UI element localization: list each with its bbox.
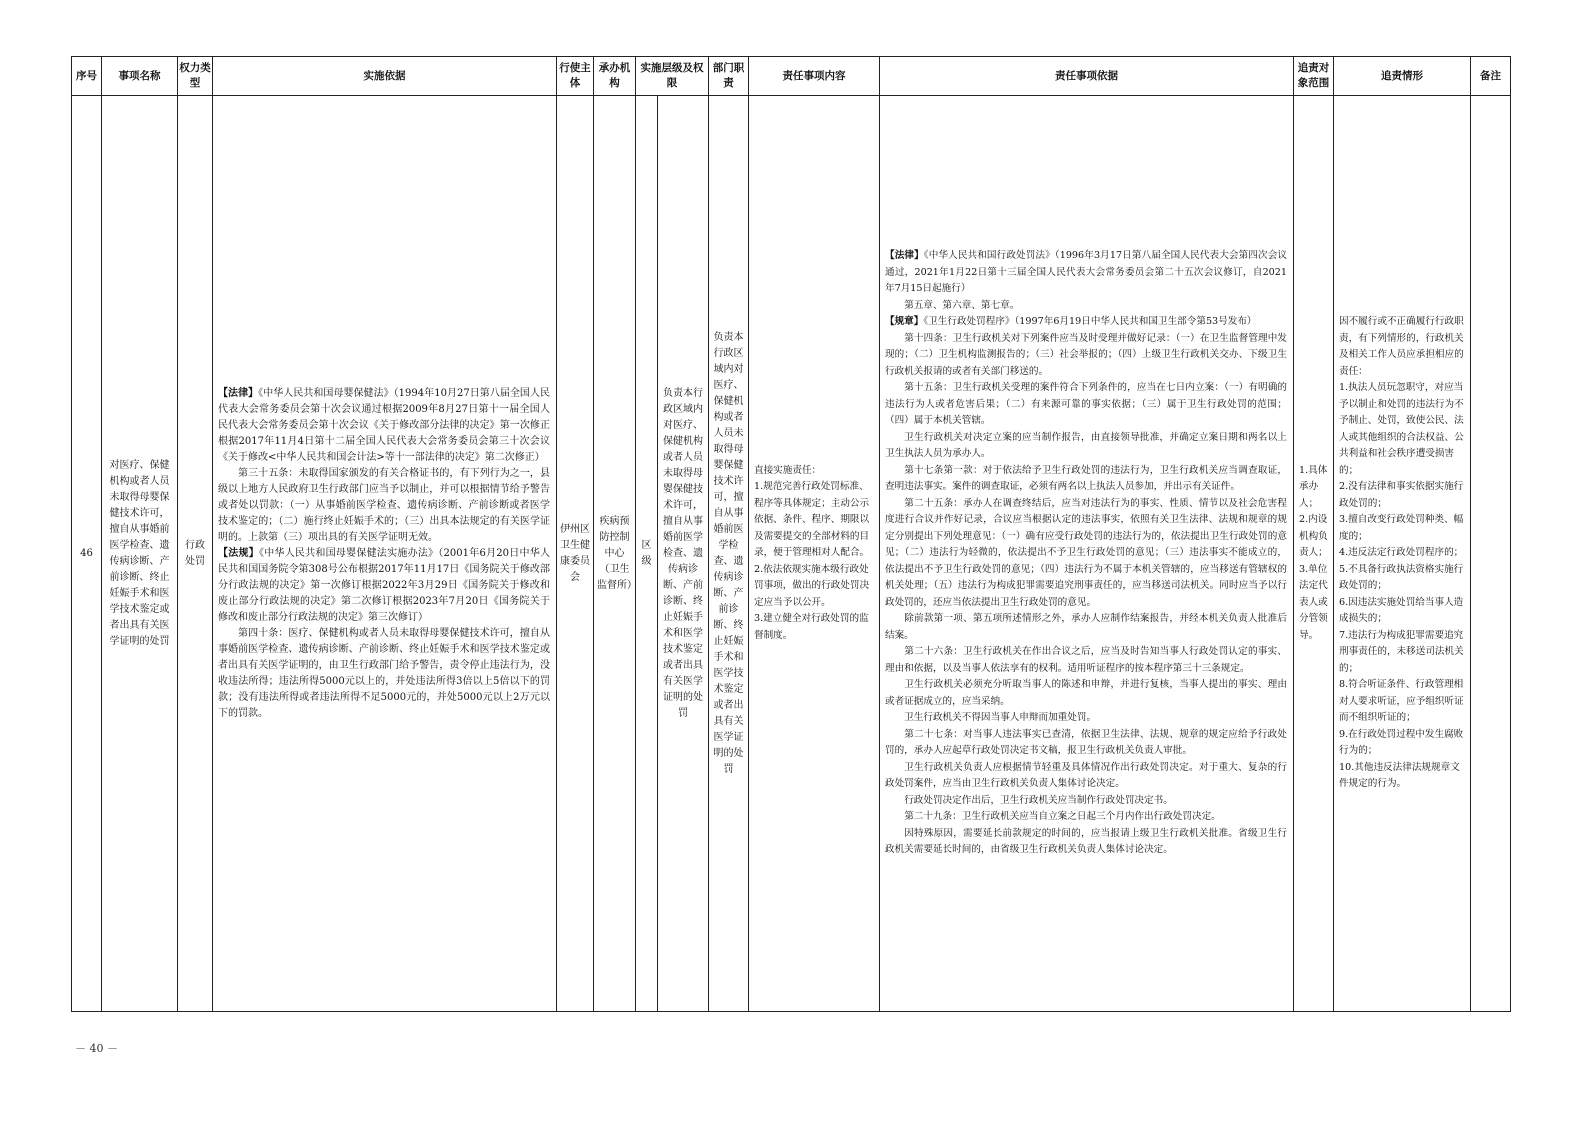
- resp-basis-paragraph: 【法律】《中华人民共和国行政处罚法》（1996年3月17日第八届全国人民代表大会第四次会议通过，2021年1月22日第十三届全国人民代表大会常务委员会第二十五次会议修订，自2021年7月15日起施行）: [885, 250, 1287, 295]
- resp-basis-paragraph: 第十五条：卫生行政机关受理的案件符合下列条件的，应当在七日内立案：（一）有明确的违法行为人或者危害后果；（二）有来源可靠的事实依据；（三）属于卫生行政处罚的范围；（四）属于本机关管辖。: [885, 382, 1287, 427]
- resp-basis-paragraph: 除前款第一项、第五项所述情形之外，承办人应制作结案报告，并经本机关负责人批准后结案。: [885, 613, 1287, 641]
- cell-no: 46: [72, 96, 102, 1012]
- resp-basis-paragraph: 卫生行政机关必须充分听取当事人的陈述和申辩，并进行复核，当事人提出的事实、理由或者证据成立的，应当采纳。: [885, 679, 1287, 707]
- resp-basis-paragraph: 卫生行政机关对决定立案的应当制作报告，由直接领导批准，并确定立案日期和两名以上卫生执法人员为承办人。: [885, 431, 1287, 460]
- situation-line: 7.违法行为构成犯罪需要追究刑事责任的，未移送司法机关的；: [1339, 629, 1464, 674]
- resp-basis-paragraph: 第五章、第六章、第七章。: [904, 299, 1020, 311]
- cell-remark: [1471, 96, 1511, 1012]
- liability-table: [71, 56, 1511, 1012]
- cell-duty: 负责本行政区域内对医疗、保健机构或者人员未取得母婴保健技术许可，擅自从事婚前医学检查、遗传病诊断、产前诊断、终止妊娠手术和医学技术鉴定或者出具有关医学证明的处罚: [709, 96, 749, 1012]
- basis-paragraph: 第三十五条：未取得国家颁发的有关合格证书的，有下列行为之一，县级以上地方人民政府卫生行政部门应当予以制止，并可以根据情节给予警告或者处以罚款：（一）从事婚前医学检查、遗传病诊断、产前诊断或者医学技术鉴定的；（二）施行终止妊娠手术的；（三）出具本法规定的有关医学证明的。上款第（三）项出具的有关医学证明无效。: [218, 467, 550, 543]
- header-power-type: 权力类型: [178, 57, 213, 96]
- cell-level-scope: 负责本行政区域内对医疗、保健机构或者人员未取得母婴保健技术许可，擅自从事婚前医学检查、遗传病诊断、产前诊断、终止妊娠手术和医学技术鉴定或者出具有关医学证明的处罚: [658, 96, 709, 1012]
- header-scope: 追责对象范围: [1294, 57, 1334, 96]
- cell-subject: 伊州区卫生健康委员会: [557, 96, 594, 1012]
- header-row: [72, 57, 1511, 96]
- situation-line: 2.没有法律和事实依据实施行政处罚的；: [1339, 481, 1464, 509]
- resp-basis-paragraph: 第十七条第一款：对于依法给予卫生行政处罚的违法行为，卫生行政机关应当调查取证，查明违法事实。案件的调查取证，必须有两名以上执法人员参加，并出示有关证件。: [885, 464, 1287, 493]
- resp-content-line: 2.依法依规实施本级行政处罚事项，做出的行政处罚决定应当予以公开。: [754, 563, 870, 608]
- basis-paragraph: 第四十条：医疗、保健机构或者人员未取得母婴保健技术许可，擅自从事婚前医学检查、遗传病诊断、产前诊断、终止妊娠手术和医学技术鉴定或者出具有关医学证明的，由卫生行政部门给予警告，责令停止违法行为，没收违法所得；违法所得5000元以上的，并处违法所得3倍以上5倍以下的罚款；没有违法所得或者违法所得不足5000元的，并处5000元以上2万元以下的罚款。: [218, 627, 550, 719]
- cell-basis: [213, 96, 557, 1012]
- header-resp-content: 责任事项内容: [749, 57, 880, 96]
- situation-line: 1.执法人员玩忽职守，对应当予以制止和处罚的违法行为不予制止、处罚，致使公民、法人或其他组织的合法权益、公共利益和社会秩序遭受损害的；: [1339, 382, 1464, 476]
- table-row: [72, 96, 1511, 1012]
- basis-paragraph: 【法规】《中华人民共和国母婴保健法实施办法》（2001年6月20日中华人民共和国国务院令第308号公布根据2017年11月17日《国务院关于修改部分行政法规的决定》第一次修订根据2022年3月29日《国务院关于修改和废止部分行政法规的决定》第二次修订根据2023年7月20日《国务院关于修改和废止部分行政法规的决定》第三次修订）: [218, 547, 550, 623]
- scope-line: 1.具体承办人；: [1299, 464, 1328, 509]
- situation-line: 因不履行或不正确履行行政职责，有下列情形的，行政机关及相关工作人员应承担相应的责任：: [1339, 316, 1464, 377]
- resp-content-line: 直接实施责任：: [754, 464, 822, 476]
- header-subject: 行使主体: [557, 57, 594, 96]
- page-number: － 40 －: [75, 1042, 118, 1055]
- header-agency: 承办机构: [594, 57, 636, 96]
- resp-basis-paragraph: 第二十五条：承办人在调查终结后，应当对违法行为的事实、性质、情节以及社会危害程度进行合议并作好记录，合议应当根据认定的违法事实，依照有关卫生法律、法规和规章的规定分别提出下列处理意见：（一）确有应受行政处罚的违法行为的，依法提出卫生行政处罚的意见；（二）违法行为轻微的，依法提出不予卫生行政处罚的意见；（三）违法事实不能成立的，依法提出不予卫生行政处罚的意见；（四）违法行为不属于本机关管辖的，应当移送有管辖权的机关处理；（五）违法行为构成犯罪需要追究刑事责任的，应当移送司法机关。同时应当予以行政处罚的，还应当依法提出卫生行政处罚的意见。: [885, 497, 1287, 608]
- situation-line: 10.其他违反法律法规规章文件规定的行为。: [1339, 761, 1460, 790]
- resp-basis-paragraph: 第二十七条：对当事人违法事实已查清，依据卫生法律、法规、规章的规定应给予行政处罚的，承办人应起草行政处罚决定书文稿，报卫生行政机关负责人审批。: [885, 728, 1287, 757]
- header-situations: 追责情形: [1334, 57, 1471, 96]
- resp-basis-paragraph: 【规章】《卫生行政处罚程序》（1997年6月19日中华人民共和国卫生部令第53号发布）: [885, 316, 1257, 328]
- situation-line: 9.在行政处罚过程中发生腐败行为的；: [1339, 728, 1464, 757]
- resp-basis-paragraph: 第二十九条：卫生行政机关应当自立案之日起三个月内作出行政处罚决定。: [904, 811, 1221, 823]
- situation-line: 4.违反法定行政处罚程序的；: [1339, 547, 1464, 559]
- scope-line: 3.单位法定代表人或分管领导。: [1299, 563, 1328, 641]
- header-resp-basis: 责任事项依据: [880, 57, 1294, 96]
- situation-line: 3.擅自改变行政处罚种类、幅度的；: [1339, 514, 1464, 542]
- cell-situations: [1334, 96, 1471, 1012]
- resp-basis-paragraph: 第二十六条：卫生行政机关在作出合议之后，应当及时告知当事人行政处罚认定的事实、理由和依据，以及当事人依法享有的权利。适用听证程序的按本程序第三十三条规定。: [885, 646, 1287, 674]
- resp-basis-paragraph: 行政处罚决定作出后，卫生行政机关应当制作行政处罚决定书。: [904, 794, 1173, 806]
- resp-basis-paragraph: 因特殊原因，需要延长前款规定的时间的，应当报请上级卫生行政机关批准。省级卫生行政机关需要延长时间的，由省级卫生行政机关负责人集体讨论决定。: [885, 827, 1287, 856]
- header-no: 序号: [72, 57, 102, 96]
- cell-item-name: 对医疗、保健机构或者人员未取得母婴保健技术许可，擅自从事婚前医学检查、遗传病诊断、产前诊断、终止妊娠手术和医学技术鉴定或者出具有关医学证明的处罚: [102, 96, 178, 1012]
- cell-resp-basis: [880, 96, 1294, 1012]
- cell-level: 区级: [636, 96, 658, 1012]
- scope-line: 2.内设机构负责人；: [1299, 514, 1328, 559]
- header-level: 实施层级及权限: [636, 57, 709, 96]
- resp-basis-paragraph: 卫生行政机关负责人应根据情节轻重及具体情况作出行政处罚决定。对于重大、复杂的行政处罚案件，应当由卫生行政机关负责人集体讨论决定。: [885, 761, 1287, 790]
- header-remark: 备注: [1471, 57, 1511, 96]
- resp-content-line: 1.规范完善行政处罚标准、程序等具体规定；主动公示依据、条件、程序、期限以及需要提交的全部材料的目录，便于管理相对人配合。: [754, 481, 870, 559]
- header-basis: 实施依据: [213, 57, 557, 96]
- cell-resp-content: [749, 96, 880, 1012]
- resp-basis-paragraph: 卫生行政机关不得因当事人申辩而加重处罚。: [904, 712, 1097, 724]
- cell-power-type: 行政处罚: [178, 96, 213, 1012]
- basis-paragraph: 【法律】《中华人民共和国母婴保健法》（1994年10月27日第八届全国人民代表大会常务委员会第十次会议通过根据2009年8月27日第十一届全国人民代表大会常务委员会第十次会议《关于修改部分法律的决定》第一次修正根据2017年11月4日第十二届全国人民代表大会常务委员会第三十次会议《关于修改<中华人民共和国会计法>等十一部法律的决定》第二次修正）: [218, 387, 551, 463]
- situation-line: 6.因违法实施处罚给当事人造成损失的；: [1339, 596, 1464, 625]
- resp-content-line: 3.建立健全对行政处罚的监督制度。: [754, 613, 869, 641]
- cell-agency: 疾病预防控制中心（卫生监督所）: [594, 96, 636, 1012]
- situation-line: 5.不具备行政执法资格实施行政处罚的；: [1339, 563, 1464, 592]
- header-item-name: 事项名称: [102, 57, 178, 96]
- resp-basis-paragraph: 第十四条：卫生行政机关对下列案件应当及时受理并做好记录：（一）在卫生监督管理中发现的；（二）卫生机构监测报告的；（三）社会举报的；（四）上级卫生行政机关交办、下级卫生行政机关报请的或者有关部门移送的。: [885, 332, 1287, 377]
- cell-scope: [1294, 96, 1334, 1012]
- situation-line: 8.符合听证条件、行政管理相对人要求听证，应予组织听证而不组织听证的；: [1339, 679, 1464, 724]
- header-duty: 部门职责: [709, 57, 749, 96]
